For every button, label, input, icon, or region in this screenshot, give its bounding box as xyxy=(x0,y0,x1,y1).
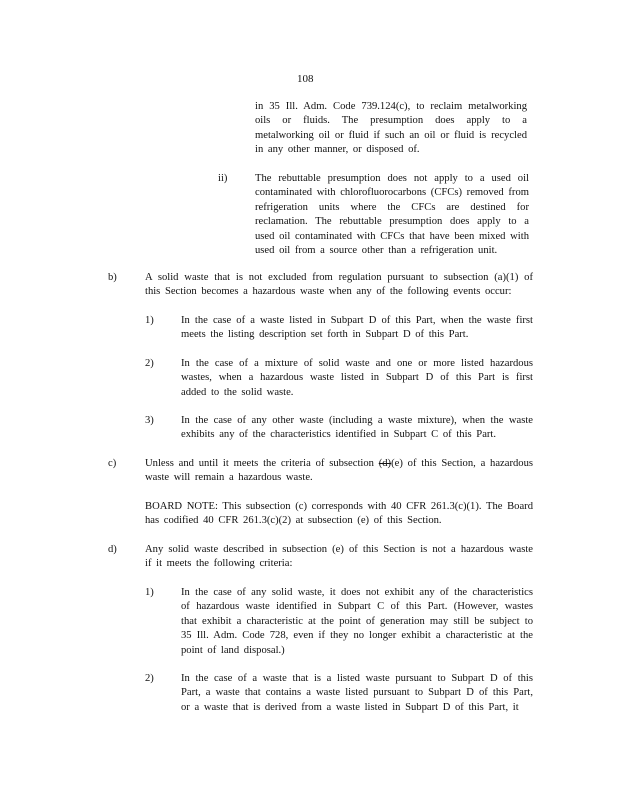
section-b-item-3-label: 3) xyxy=(145,415,154,426)
section-d-item-2-text: In the case of a waste that is a listed waste pursuant to Subpart D of this Part, a waste that contains a waste listed pursuant to Subpart D of this Part, or a waste that is derived from a waste listed in Subpart D of this Part, it xyxy=(181,673,533,713)
continuation-paragraph: in 35 Ill. Adm. Code 739.124(c), to reclaim metalworking oils or fluids. The presumption does apply to a metalworking oil or fluid if such an oil or fluid is recycled in any other manner, or disposed of. xyxy=(255,101,527,156)
section-c-text xyxy=(145,457,533,486)
section-b-text: A solid waste that is not excluded from regulation pursuant to subsection (a)(1) of this Section becomes a hazardous waste when any of the following events occur: xyxy=(145,272,533,298)
section-d-item-1-text: In the case of any solid waste, it does not exhibit any of the characteristics of hazardous waste identified in Subpart C of this Part. (However, wastes that exhibit a characteristic at the point of generation may still be subject to 35 Ill. Adm. Code 728, even if they no longer exhibit a characteristic at the point of land disposal.) xyxy=(181,587,533,656)
section-d-label: d) xyxy=(108,544,117,555)
section-d-text: Any solid waste described in subsection (e) of this Section is not a hazardous waste if it meets the following criteria: xyxy=(145,544,533,570)
item-ii-text: The rebuttable presumption does not apply to a used oil contaminated with chlorofluorocarbons (CFCs) removed from refrigeration units where the CFCs are destined for reclamation. The rebuttable presumption does apply to a used oil contaminated with CFCs that have been mixed with used oil from a source other than a refrigeration unit. xyxy=(255,173,529,257)
section-c-text-before: Unless and until it meets the criteria of subsection xyxy=(145,458,374,469)
section-c-label: c) xyxy=(108,458,117,469)
section-b-item-1-text: In the case of a waste listed in Subpart D of this Part, when the waste first meets the listing description set forth in Subpart D of this Part. xyxy=(181,315,533,341)
page-number: 108 xyxy=(297,73,314,85)
section-b-item-2-text: In the case of a mixture of solid waste and one or more listed hazardous wastes, when a hazardous waste listed in Subpart D of this Part is first added to the solid waste. xyxy=(181,358,533,398)
inserted-reference: (e) xyxy=(391,458,403,469)
item-ii-label: ii) xyxy=(218,173,228,184)
struck-reference: (d) xyxy=(378,458,392,469)
board-note: BOARD NOTE: This subsection (c) corresponds with 40 CFR 261.3(c)(1). The Board has codified 40 CFR 261.3(c)(2) at subsection (e) of this Section. xyxy=(145,501,533,527)
section-b-label: b) xyxy=(108,272,117,283)
section-c-text-after: of this Section, a hazardous waste will remain a hazardous waste. xyxy=(145,458,534,484)
section-b-item-2-label: 2) xyxy=(145,358,154,369)
section-b-item-1-label: 1) xyxy=(145,315,154,326)
section-d-item-2-label: 2) xyxy=(145,673,154,684)
section-d-item-1-label: 1) xyxy=(145,587,154,598)
section-b-item-3-text: In the case of any other waste (including a waste mixture), when the waste exhibits any of the characteristics identified in Subpart C of this Part. xyxy=(181,415,533,441)
